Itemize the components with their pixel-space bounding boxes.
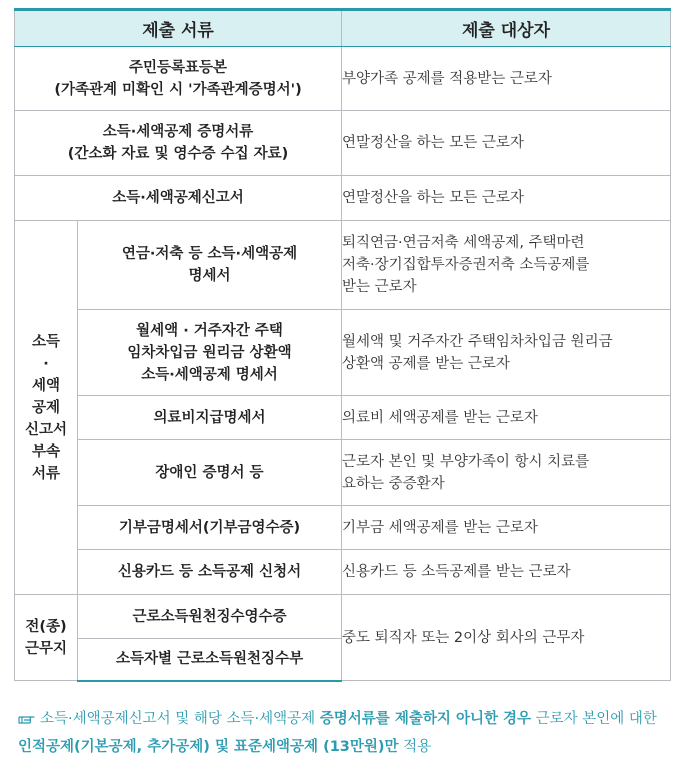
target-line: 상환액 공제를 받는 근로자 bbox=[342, 355, 510, 372]
target-line: 요하는 중증환자 bbox=[342, 475, 445, 492]
submission-documents-table bbox=[14, 8, 671, 682]
document-name: 명세서 bbox=[188, 268, 231, 284]
group-label-line: 서류 bbox=[31, 465, 60, 482]
document-name: 소득·세액공제 명세서 bbox=[141, 366, 278, 383]
document-cell bbox=[15, 47, 342, 111]
footnote-emphasis: 인적공제(기본공제, 추가공제) 및 표준세액공제 (13만원)만 bbox=[18, 739, 399, 755]
document-name: 의료비지급명세서 bbox=[78, 396, 342, 440]
table-row bbox=[15, 506, 671, 550]
target-line: 근로자 본인 및 부양가족이 항시 치료를 bbox=[342, 453, 590, 470]
group-label-line: 소득 bbox=[31, 333, 60, 350]
group-label-former-workplace bbox=[15, 595, 78, 681]
target-line: 월세액 및 거주자간 주택임차차입금 원리금 bbox=[342, 333, 613, 350]
target-cell: 부양가족 공제를 적용받는 근로자 bbox=[342, 47, 671, 111]
target-line: 받는 근로자 bbox=[342, 279, 417, 295]
group-label-line: 부속 bbox=[31, 443, 60, 460]
document-name: 소득·세액공제 증명서류 bbox=[102, 124, 254, 140]
footnote-text: 소득·세액공제신고서 및 해당 소득·세액공제 bbox=[40, 711, 320, 727]
document-cell bbox=[78, 310, 342, 396]
target-cell: 연말정산을 하는 모든 근로자 bbox=[342, 111, 671, 176]
target-cell bbox=[342, 440, 671, 506]
footnote bbox=[18, 705, 668, 761]
group-label-line: 공제 bbox=[31, 399, 60, 416]
document-name: 임차차입금 원리금 상환액 bbox=[127, 344, 292, 361]
document-name: 기부금명세서(기부금영수증) bbox=[78, 506, 342, 550]
group-label-line: 신고서 bbox=[24, 421, 68, 438]
target-cell: 기부금 세액공제를 받는 근로자 bbox=[342, 506, 671, 550]
document-name: 주민등록표등본 bbox=[128, 59, 228, 76]
table-row bbox=[15, 176, 671, 221]
group-label-line: 세액 bbox=[31, 377, 60, 394]
footnote-text: 근로자 본인에 대한 bbox=[531, 711, 657, 727]
group-label-line: 전(종) bbox=[25, 618, 67, 635]
document-name: 소득자별 근로소득원천징수부 bbox=[78, 639, 342, 681]
document-cell bbox=[78, 221, 342, 310]
group-label-line: 근무지 bbox=[24, 640, 68, 657]
header-documents: 제출 서류 bbox=[15, 10, 342, 47]
table-row bbox=[15, 595, 671, 639]
footnote-emphasis: 증명서류를 제출하지 아니한 경우 bbox=[319, 711, 532, 727]
table-header-row bbox=[15, 10, 671, 47]
document-name: (간소화 자료 및 영수증 수집 자료) bbox=[67, 146, 289, 162]
document-name: 소득·세액공제신고서 bbox=[15, 176, 342, 221]
target-cell: 의료비 세액공제를 받는 근로자 bbox=[342, 396, 671, 440]
target-cell: 중도 퇴직자 또는 2이상 회사의 근무자 bbox=[342, 595, 671, 681]
document-name: 장애인 증명서 등 bbox=[78, 440, 342, 506]
table-row bbox=[15, 47, 671, 111]
pointing-hand-icon bbox=[18, 705, 40, 733]
group-label-line: · bbox=[43, 355, 49, 372]
document-name: 근로소득원천징수영수증 bbox=[78, 595, 342, 639]
document-cell bbox=[15, 111, 342, 176]
footnote-text: 적용 bbox=[398, 739, 432, 755]
target-cell: 신용카드 등 소득공제를 받는 근로자 bbox=[342, 550, 671, 595]
document-name: 월세액 · 거주자간 주택 bbox=[136, 322, 283, 339]
group-label-attached-docs bbox=[15, 221, 78, 595]
target-cell bbox=[342, 221, 671, 310]
document-name: 신용카드 등 소득공제 신청서 bbox=[78, 550, 342, 595]
table-row bbox=[15, 550, 671, 595]
table-row bbox=[15, 111, 671, 176]
table-row bbox=[15, 221, 671, 310]
header-targets: 제출 대상자 bbox=[342, 10, 671, 47]
target-line: 퇴직연금·연금저축 세액공제, 주택마련 bbox=[342, 235, 585, 251]
table-row bbox=[15, 440, 671, 506]
target-cell bbox=[342, 310, 671, 396]
target-cell: 연말정산을 하는 모든 근로자 bbox=[342, 176, 671, 221]
table-row bbox=[15, 396, 671, 440]
table-row bbox=[15, 310, 671, 396]
document-name: 연금·저축 등 소득·세액공제 bbox=[121, 246, 298, 262]
target-line: 저축·장기집합투자증권저축 소득공제를 bbox=[342, 257, 590, 273]
document-name: (가족관계 미확인 시 '가족관계증명서') bbox=[54, 81, 302, 98]
